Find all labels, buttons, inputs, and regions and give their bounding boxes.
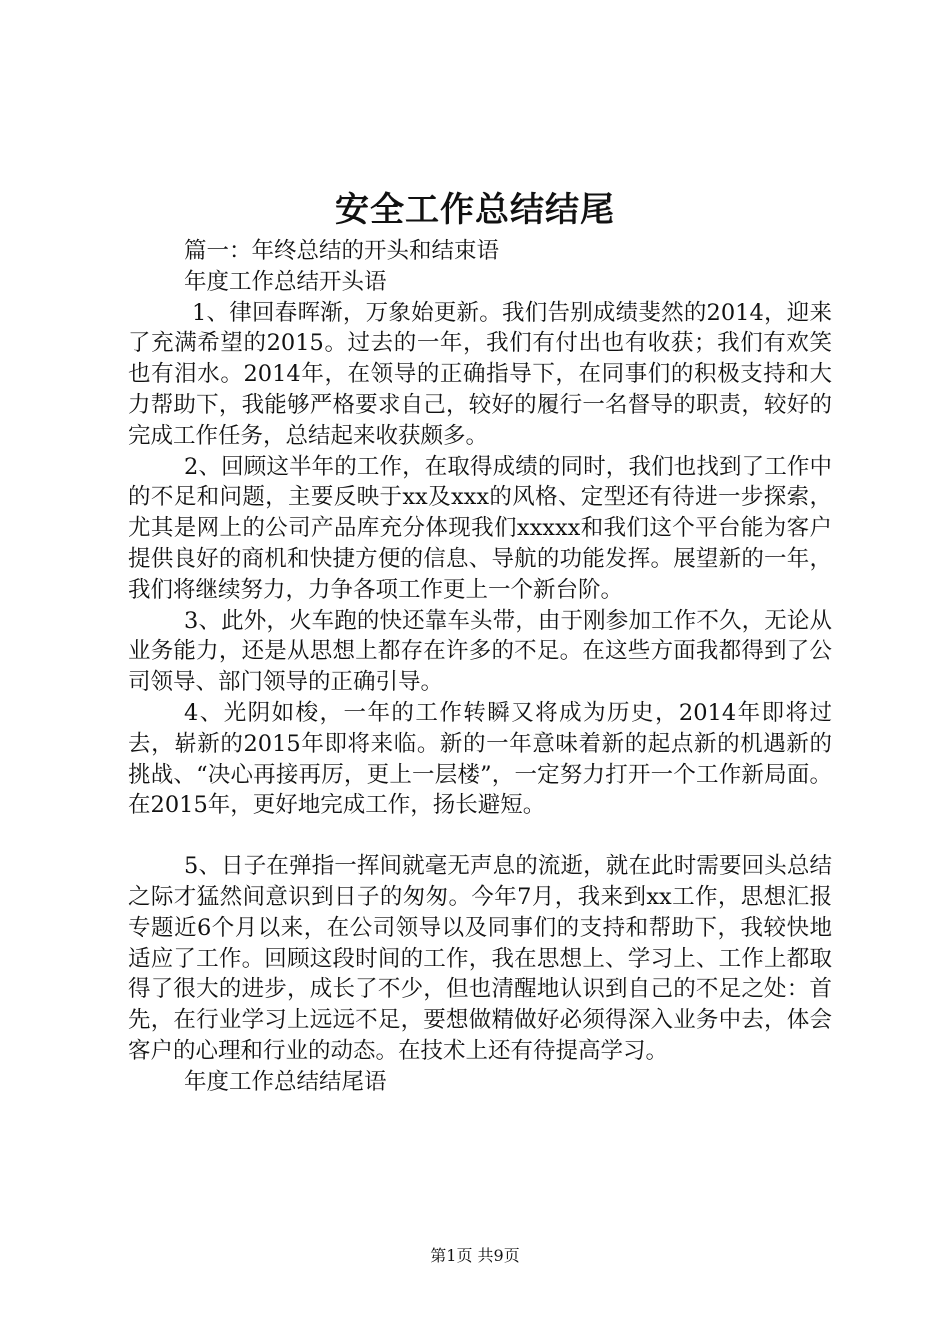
paragraph-gap [128,821,832,851]
subsection-heading: 年度工作总结开头语 [184,268,387,295]
paragraph-1: 1、律回春晖渐，万象始更新。我们告别成绩斐然的2014，迎来了充满希望的2015。过去的一年，我们有付出也有收获；我们有欢笑也有泪水。2014年，在领导的正确指导下，在同事们的积极支持和大力帮助下，我能够严格要求自己，较好的履行一名督导的职责，较好的完成工作任务，总结起来收获颇多。 [128,299,832,449]
paragraph-3: 3、此外，火车跑的快还靠车头带，由于刚参加工作不久，无论从业务能力，还是从思想上都存在许多的不足。在这些方面我都得到了公司领导、部门领导的正确引导。 [128,607,832,696]
document-body [128,236,832,1098]
paragraph-4: 4、光阴如梭，一年的工作转瞬又将成为历史，2014年即将过去，崭新的2015年即将来临。新的一年意味着新的起点新的机遇新的挑战、“决心再接再厉，更上一层楼”，一定努力打开一个工作新局面。在2015年，更好地完成工作，扬长避短。 [128,699,832,819]
subsection-heading-closing: 年度工作总结结尾语 [184,1068,387,1095]
paragraph-2: 2、回顾这半年的工作，在取得成绩的同时，我们也找到了工作中的不足和问题，主要反映于xx及xxx的风格、定型还有待进一步探索，尤其是网上的公司产品库充分体现我们xxxxx和我们这个平台能为客户提供良好的商机和快捷方便的信息、导航的功能发挥。展望新的一年，我们将继续努力，力争各项工作更上一个新台阶。 [128,453,832,603]
section-heading: 篇一：年终总结的开头和结束语 [184,238,500,264]
paragraph-5: 5、日子在弹指一挥间就毫无声息的流逝，就在此时需要回头总结之际才猛然间意识到日子的匆匆。今年7月，我来到xx工作，思想汇报专题近6个月以来，在公司领导以及同事们的支持和帮助下，我较快地适应了工作。回顾这段时间的工作，我在思想上、学习上、工作上都取得了很大的进步，成长了不少，但也清醒地认识到自己的不足之处：首先，在行业学习上远远不足，要想做精做好必须得深入业务中去，体会客户的心理和行业的动态。在技术上还有待提高学习。 [128,853,832,1064]
document-title: 安全工作总结结尾 [335,190,615,230]
page-footer: 第1页 共9页 [430,1246,520,1265]
